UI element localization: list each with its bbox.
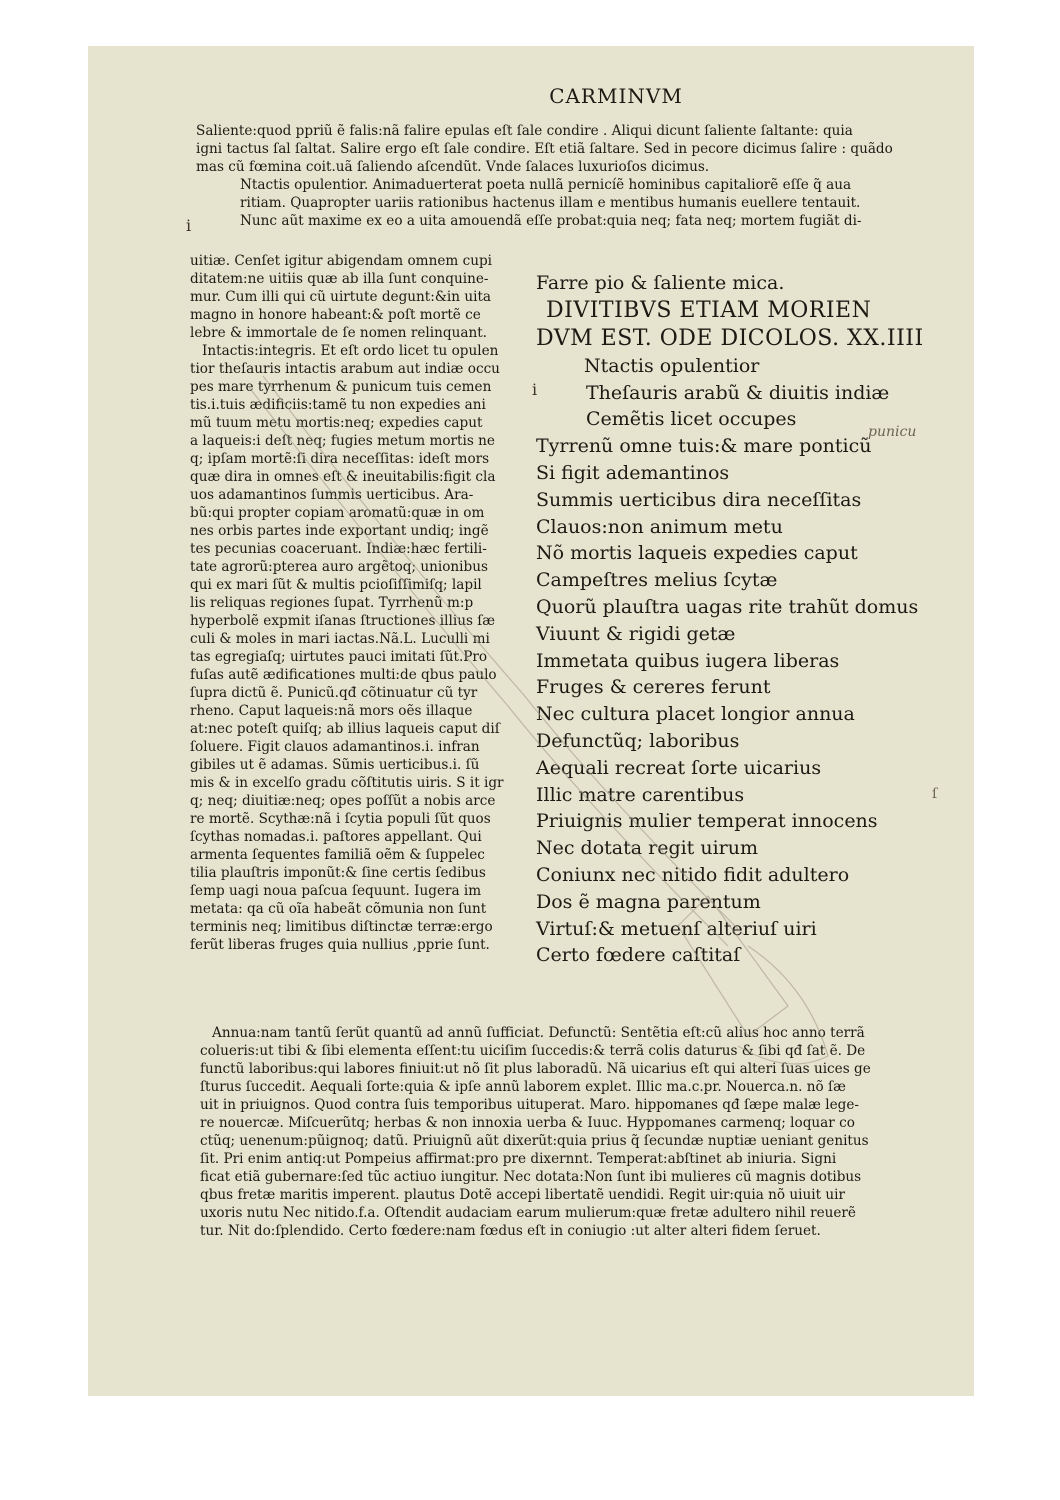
text-line: ritiam. Quapropter uariis rationibus hactenus illam e mentibus humanis euellere tentauit. xyxy=(240,195,861,211)
text-line: ficat etiã gubernare:ſed tũc actiuo iungitur. Nec dotata:Non ſunt ibi mulieres cũ magnis dotibus xyxy=(200,1169,862,1185)
text-line: ditatem:ne uitiis quæ ab illa ſunt conquine- xyxy=(190,271,489,287)
ode-subtitle: DVM EST. ODE DICOLOS. XX.IIII xyxy=(536,325,924,351)
text-line: a laqueis:i deſt neq; fugies metum mortis ne xyxy=(190,433,495,449)
verse-line: Viuunt & rigidi getæ xyxy=(536,622,736,645)
text-line: tes pecunias coaceruant. Indiæ:hæc fertili- xyxy=(190,541,487,557)
verse-line: Clauos:non animum metu xyxy=(536,515,783,538)
verse-line: Si figit ademantinos xyxy=(536,461,730,484)
text-line: at:nec poteſt quiſq; ab illius laqueis caput diſ xyxy=(190,721,500,737)
text-line: bũ:qui propter copiam aromatũ:quæ in om xyxy=(190,505,485,521)
text-line: metata: qa cũ oĩa habeãt cõmunia non ſunt xyxy=(190,901,487,917)
text-line: culi & moles in mari iactas.Nã.L. Luculli mi xyxy=(190,631,490,647)
verse-line: Summis uerticibus dira neceſſitas xyxy=(536,488,862,511)
text-line: rheno. Caput laqueis:nã mors oẽs illaque xyxy=(190,703,473,719)
text-line: Nunc aũt maxime ex eo a uita amouendã eſſe probat:quia neq; fata neq; mortem fugiãt di- xyxy=(240,213,862,229)
text-line: mũ tuum metu mortis:neq; expedies caput xyxy=(190,415,483,431)
verse-line: Tyrrenũ omne tuis:& mare ponticũ xyxy=(536,435,872,458)
verse-line: Priuignis mulier temperat innocens xyxy=(536,810,878,833)
text-line: ſit. Pri enim antiq:ut Pompeius affirmat:pro pre dixernnt. Temperat:abſtinet ab iniuria. Signi xyxy=(200,1151,837,1167)
text-line: quæ dira in omnes eſt & ineuitabilis:figit cla xyxy=(190,469,496,485)
text-line: uxoris nutu Nec nitido.f.a. Oſtendit audaciam earum mulierum:quæ fretæ adultero nihil reuerẽ xyxy=(200,1205,856,1221)
text-line: pes mare tyrrhenum & punicum tuis cemen xyxy=(190,379,492,395)
text-line: lebre & immortale de ſe nomen relinquant. xyxy=(190,325,487,341)
running-header: CARMINVM xyxy=(549,84,683,108)
commentary-left-column xyxy=(190,252,504,954)
verse-line: Theſauris arabũ & diuitis indiæ xyxy=(586,381,890,404)
text-line: uit in priuignos. Quod contra ſuis temporibus uituperat. Maro. hippomanes qđ ſæpe malæ lege- xyxy=(200,1097,860,1113)
verse-line: Immetata quibus iugera liberas xyxy=(536,649,840,672)
text-line: nes orbis partes inde exportant undiq; ingẽ xyxy=(190,523,489,539)
text-line: ſupra dictũ ẽ. Punicũ.qđ cõtinuatur cũ tyr xyxy=(190,685,478,701)
verse-line: Dos ẽ magna parentum xyxy=(536,890,761,913)
text-line: colueris:ut tibi & ſibi elementa eſſent:tu uiciſim ſuccedis:& terrã colis daturus & ſibi qđ ſat ẽ. De xyxy=(200,1043,866,1059)
text-line: terminis neq; limitibus diſtinctæ terræ:ergo xyxy=(190,919,493,935)
text-line: qui ex mari ſũt & multis pcioſiſſimiſq; lapil xyxy=(190,577,482,593)
text-line: Annua:nam tantũ ſerũt quantũ ad annũ ſufficiat. Defunctũ: Sentẽtia eſt:cũ alius hoc anno terrã xyxy=(212,1025,865,1041)
text-line: q; ipſam mortẽ:ſi dira neceſſitas: ideſt mors xyxy=(190,451,490,467)
text-line: mas cũ fœmina coit.uã ſaliendo aſcendũt. Vnde ſalaces luxurioſos dicimus. xyxy=(196,159,710,175)
text-line: tur. Nit do:ſplendido. Certo fœdere:nam fœdus eſt in coniugio :ut alter alteri fidem ſeruet. xyxy=(200,1223,821,1239)
text-line: ctũq; uenenum:pũignoq; datũ. Priuignũ aũt dixerũt:quia prius q̃ ſecundæ nuptiæ ueniant genitus xyxy=(200,1133,869,1149)
text-line: ſoluere. Figit clauos adamantinos.i. infran xyxy=(190,739,480,755)
verse-line: Ntactis opulentior xyxy=(584,354,760,377)
verse-line: Illic matre carentibus xyxy=(536,783,745,806)
text-line: lis reliquas regiones ſupat. Tyrrhenũ m:p xyxy=(190,595,474,611)
text-line: tior theſauris intactis arabum aut indiæ occu xyxy=(190,361,500,377)
text-line: armenta ſequentes familiã oẽm & ſuppelec xyxy=(190,847,485,863)
verse-line: Nec cultura placet longior annua xyxy=(536,703,855,726)
text-line: ſemp uagi noua paſcua ſequunt. Iugera im xyxy=(190,883,482,899)
text-line: tas egregiaſq; uirtutes pauci imitati ſũt.Pro xyxy=(190,649,488,665)
text-line: igni tactus ſal ſaltat. Salire ergo eſt ſale condire. Eſt etiã ſaltare. Sed in pecore dicimus ſalire : quãdo xyxy=(196,141,893,157)
verse-line: Certo fœdere caſtitaſ xyxy=(536,944,741,967)
verse-column xyxy=(536,270,924,969)
margin-note-i: i xyxy=(186,216,192,235)
marginal-gloss: punicu xyxy=(868,424,917,440)
text-line: re nouercæ. Miſcuerũtq; herbas & non innoxia uerba & Iuuc. Hyppomanes carmenq; loquar co xyxy=(200,1115,855,1131)
text-line: ferũt liberas fruges quia nullius ,pprie ſunt. xyxy=(190,937,490,953)
text-line: fuſas autẽ ædificationes multi:de qbus paulo xyxy=(190,667,497,683)
text-line: Saliente:quod ppriũ ẽ falis:nã falire epulas eſt ſale condire . Aliqui dicunt ſaliente ſaltante: quia xyxy=(196,123,853,139)
verse-line: Quorũ plauſtra uagas rite trahũt domus xyxy=(536,595,919,618)
verse-line: Coniunx nec nitido fidit adultero xyxy=(536,863,850,886)
text-line: uos adamantinos ſummis uerticibus. Ara- xyxy=(190,487,474,503)
verse-preface: Farre pio & ſaliente mica. xyxy=(536,272,785,294)
text-line: magno in honore habeant:& poſt mortẽ ce xyxy=(190,307,481,323)
text-line: uitiæ. Cenſet igitur abigendam omnem cupi xyxy=(190,253,493,269)
text-line: re mortẽ. Scythæ:nã i ſcytia populi ſũt quos xyxy=(190,811,491,827)
text-line: hyperbolẽ expmit iſanas ſtructiones illius ſæ xyxy=(190,613,496,629)
verse-line: Nec dotata regit uirum xyxy=(536,837,759,860)
text-line: mis & in excelſo gradu cõſtitutis uiris. S it igr xyxy=(190,775,504,791)
verse-line: Virtuſ:& metuenſ alteriuſ uiri xyxy=(536,917,817,940)
text-line: Intactis:integris. Et eſt ordo licet tu opulen xyxy=(202,343,499,359)
text-line: gibiles ut ẽ adamas. Sũmis uerticibus.i. ſũ xyxy=(190,757,480,773)
text-line: tis.i.tuis ædificiis:tamẽ tu non expedies ani xyxy=(190,397,486,413)
text-line: mur. Cum illi qui cũ uirtute degunt:&in uita xyxy=(190,289,492,305)
text-line: tilia plauſtris imponũt:& ſine certis ſedibus xyxy=(190,865,486,881)
text-line: ſturus ſuccedit. Aequali ſorte:quia & ipſe annũ laborem explet. Illic ma.c.pr. Nouerca.n. nõ ſæ xyxy=(200,1079,846,1095)
ode-title: DIVITIBVS ETIAM MORIEN xyxy=(546,297,872,323)
text-line: q; neq; diuitiæ:neq; opes poſſũt a nobis arce xyxy=(190,793,496,809)
text-line: functũ laboribus:qui labores finiuit:ut nõ ſit plus laboradũ. Nã uicarius eſt qui alteri ſuas uices ge xyxy=(200,1061,871,1077)
verse-line: Aequali recreat ſorte uicarius xyxy=(536,756,822,779)
text-line: tate agrorũ:pterea auro argẽtoq; unionibus xyxy=(190,559,488,575)
verse-line: Defunctũq; laboribus xyxy=(536,729,740,752)
text-line: Ntactis opulentior. Animaduerterat poeta nullã pernicíẽ hominibus capitaliorẽ eſſe q̃ aua xyxy=(240,177,852,193)
margin-note-i: i xyxy=(532,380,538,399)
scanned-page xyxy=(88,46,974,1396)
verse-line: Nõ mortis laqueis expedies caput xyxy=(536,542,858,565)
verse-line: Campeſtres melius ſcytæ xyxy=(536,569,778,592)
verse-line: Fruges & cereres ferunt xyxy=(536,676,771,699)
commentary-bottom xyxy=(200,1024,871,1240)
commentary-top xyxy=(196,122,893,230)
margin-mark: ſ xyxy=(932,786,938,802)
text-line: qbus fretæ maritis imperent. plautus Dotẽ accepi libertatẽ uendidi. Regit uir:quia nõ uiuit uir xyxy=(200,1187,846,1203)
text-line: ſcythas nomadas.i. paſtores appellant. Qui xyxy=(190,829,482,845)
verse-line: Cemẽtis licet occupes xyxy=(586,408,797,431)
